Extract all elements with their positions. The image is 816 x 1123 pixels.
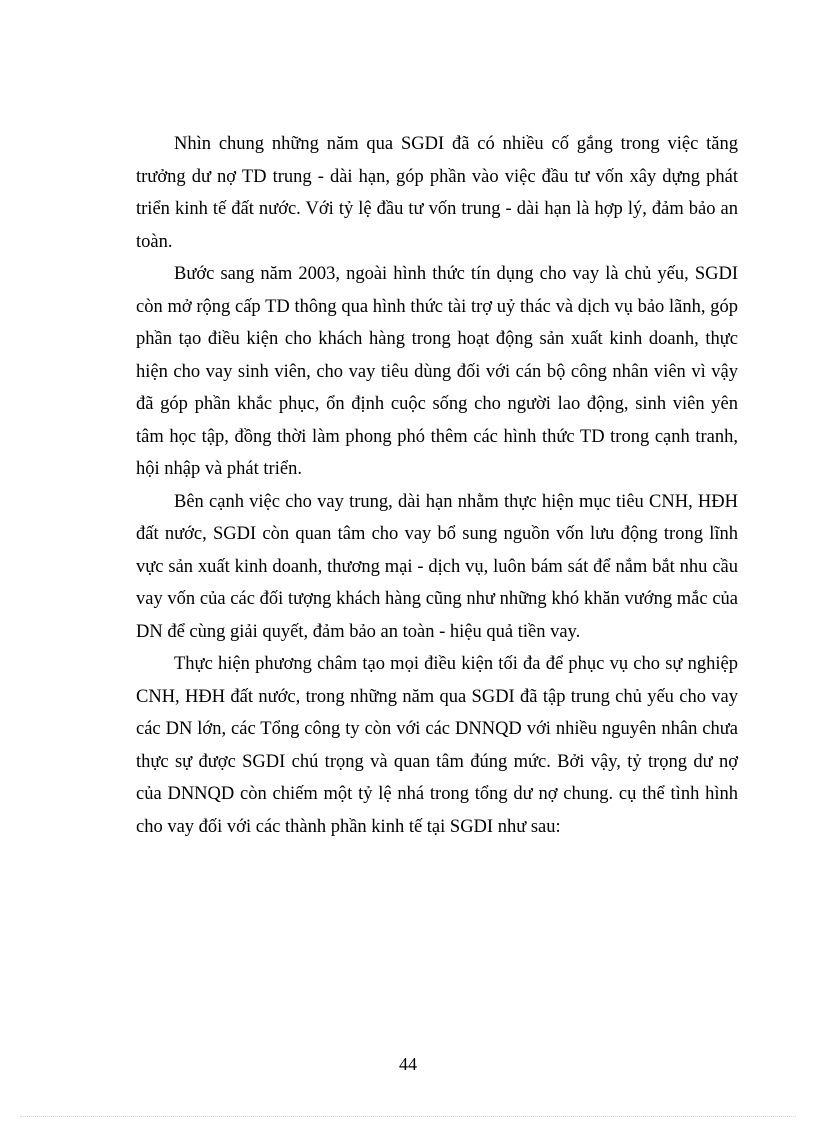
paragraph-3: Bên cạnh việc cho vay trung, dài hạn nhằm thực hiện mục tiêu CNH, HĐH đất nước, SGDI còn quan tâm cho vay bổ sung nguồn vốn lưu động trong lĩnh vực sản xuất kinh doanh, thương mại - dịch vụ, luôn bám sát để nắm bắt nhu cầu vay vốn của các đối tượng khách hàng cũng như những khó khăn vướng mắc của DN để cùng giải quyết, đảm bảo an toàn - hiệu quả tiền vay. [136,491,738,642]
paragraph-1: Nhìn chung những năm qua SGDI đã có nhiều cố gắng trong việc tăng trưởng dư nợ TD trung - dài hạn, góp phần vào việc đầu tư vốn xây dựng phát triển kinh tế đất nước. Với tỷ lệ đầu tư vốn trung - dài hạn là hợp lý, đảm bảo an toàn. [136,134,738,252]
page-bottom-divider [20,1116,796,1117]
paragraph-2: Bước sang năm 2003, ngoài hình thức tín dụng cho vay là chủ yếu, SGDI còn mở rộng cấp TD thông qua hình thức tài trợ uỷ thác và dịch vụ bảo lãnh, góp phần tạo điều kiện cho khách hàng trong hoạt động sản xuất kinh doanh, thực hiện cho vay sinh viên, cho vay tiêu dùng đối với cán bộ công nhân viên vì vậy đã góp phần khắc phục, ổn định cuộc sống cho người lao động, sinh viên yên tâm học tập, đồng thời làm phong phó thêm các hình thức TD trong cạnh tranh, hội nhập và phát triển. [136,264,738,479]
body-text [136,128,738,843]
paragraph-4: Thực hiện phương châm tạo mọi điều kiện tối đa để phục vụ cho sự nghiệp CNH, HĐH đất nước, trong những năm qua SGDI đã tập trung chủ yếu cho vay các DN lớn, các Tổng công ty còn với các DNNQD với nhiều nguyên nhân chưa thực sự được SGDI chú trọng và quan tâm đúng mức. Bởi vậy, tỷ trọng dư nợ của DNNQD còn chiếm một tỷ lệ nhá trong tổng dư nợ chung. cụ thể tình hình cho vay đối với các thành phần kinh tế tại SGDI như sau: [136,654,738,837]
page-number: 44 [399,1054,417,1074]
